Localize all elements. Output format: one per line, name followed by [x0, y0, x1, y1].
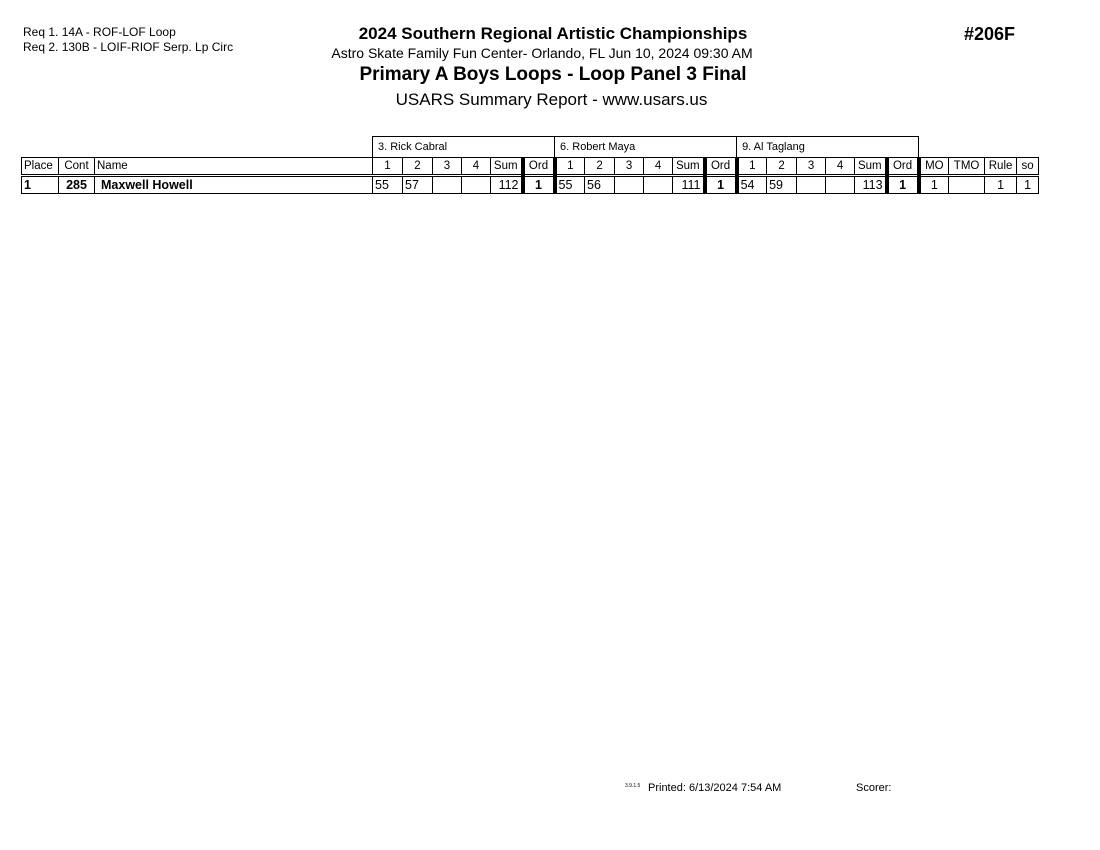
event-number: #206F: [964, 24, 1016, 44]
event-title: Primary A Boys Loops - Loop Panel 3 Final: [359, 64, 747, 85]
j3-score-1: 54: [737, 176, 767, 194]
tmo-cell: [949, 176, 985, 194]
col-j2-4: 4: [644, 158, 673, 176]
col-j2-2: 2: [585, 158, 615, 176]
j1-sum: 112: [491, 176, 523, 194]
judge-2-name: 6. Robert Maya: [555, 137, 737, 158]
col-j3-sum: Sum: [855, 158, 887, 176]
judge-1-name: 3. Rick Cabral: [373, 137, 555, 158]
judge-3-name: 9. Al Taglang: [737, 137, 919, 158]
col-mo: MO: [919, 158, 949, 176]
j2-score-1: 55: [555, 176, 585, 194]
j2-score-4: [644, 176, 673, 194]
col-j3-3: 3: [797, 158, 826, 176]
rule-cell: 1: [985, 176, 1017, 194]
j3-score-2: 59: [767, 176, 797, 194]
column-header-row: [22, 158, 1039, 176]
col-place: Place: [22, 158, 59, 176]
so-cell: 1: [1017, 176, 1039, 194]
cont-cell: 285: [59, 176, 95, 194]
col-j1-3: 3: [433, 158, 462, 176]
skater-name-cell: Maxwell Howell: [95, 176, 373, 194]
j1-score-3: [433, 176, 462, 194]
j2-score-3: [615, 176, 644, 194]
mo-cell: 1: [919, 176, 949, 194]
j2-ord: 1: [705, 176, 737, 194]
col-name: Name: [95, 158, 373, 176]
championship-title: 2024 Southern Regional Artistic Championships: [358, 24, 748, 43]
j2-score-2: 56: [585, 176, 615, 194]
col-j2-3: 3: [615, 158, 644, 176]
j1-score-4: [462, 176, 491, 194]
judge-header-row: [22, 137, 1039, 158]
col-so: so: [1017, 158, 1039, 176]
j3-sum: 113: [855, 176, 887, 194]
requirement-2: Req 2. 130B - LOIF-RIOF Serp. Lp Circ: [23, 40, 234, 54]
table-row: [22, 176, 1039, 194]
requirement-1: Req 1. 14A - ROF-LOF Loop: [23, 25, 176, 39]
col-j1-1: 1: [373, 158, 403, 176]
report-title: USARS Summary Report - www.usars.us: [395, 90, 708, 109]
j2-sum: 111: [673, 176, 705, 194]
col-j2-ord: Ord: [705, 158, 737, 176]
j1-score-2: 57: [403, 176, 433, 194]
col-j1-ord: Ord: [523, 158, 555, 176]
col-rule: Rule: [985, 158, 1017, 176]
version-label: 3.9.1.5: [625, 783, 641, 789]
scorer-label: Scorer:: [856, 782, 892, 794]
venue-date: Astro Skate Family Fun Center- Orlando, FL Jun 10, 2024 09:30 AM: [331, 45, 753, 61]
col-j1-4: 4: [462, 158, 491, 176]
col-cont: Cont: [59, 158, 95, 176]
col-j1-2: 2: [403, 158, 433, 176]
place-cell: 1: [22, 176, 59, 194]
col-j2-1: 1: [555, 158, 585, 176]
col-j1-sum: Sum: [491, 158, 523, 176]
j3-score-3: [797, 176, 826, 194]
col-j3-4: 4: [826, 158, 855, 176]
j1-score-1: 55: [373, 176, 403, 194]
printed-timestamp: Printed: 6/13/2024 7:54 AM: [648, 782, 782, 794]
col-j2-sum: Sum: [673, 158, 705, 176]
col-j3-1: 1: [737, 158, 767, 176]
col-tmo: TMO: [949, 158, 985, 176]
j1-ord: 1: [523, 176, 555, 194]
j3-ord: 1: [887, 176, 919, 194]
col-j3-ord: Ord: [887, 158, 919, 176]
results-table: [21, 136, 1039, 194]
col-j3-2: 2: [767, 158, 797, 176]
j3-score-4: [826, 176, 855, 194]
